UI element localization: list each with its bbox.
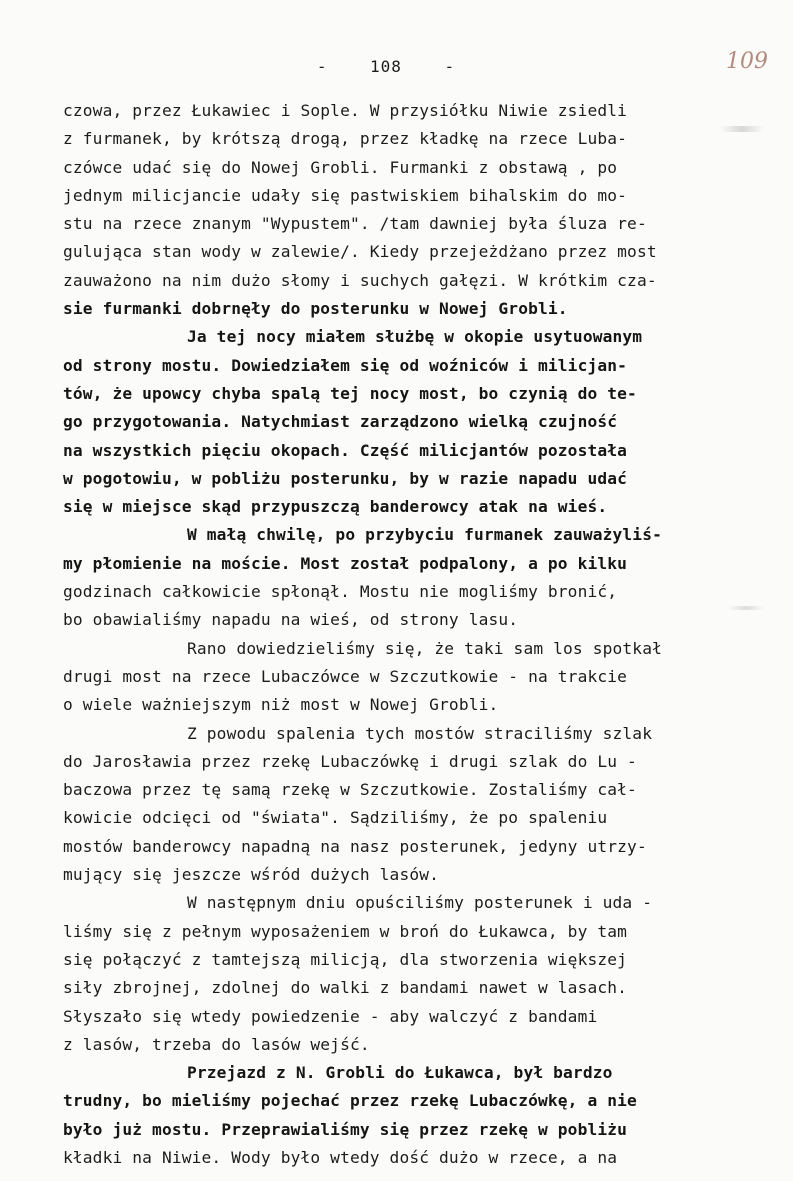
text-line: drugi most na rzece Lubaczówce w Szczutkowie - na trakcie: [63, 666, 628, 686]
typed-text-body: [63, 97, 753, 1172]
text-line: siły zbrojnej, zdolnej do walki z bandami nawet w lasach.: [63, 978, 628, 998]
text-line: zauważono na nim dużo słomy i suchych gałęzi. W krótkim cza-: [63, 270, 657, 290]
handwritten-page-number: 109: [726, 49, 768, 74]
text-line: go przygotowania. Natychmiast zarządzono wielką czujność: [63, 412, 618, 432]
paragraph-start-line: Z powodu spalenia tych mostów straciliśmy szlak: [187, 723, 653, 743]
text-line: z lasów, trzeba do lasów wejść.: [63, 1034, 370, 1054]
text-line: do Jarosławia przez rzekę Lubaczówkę i drugi szlak do Lu -: [63, 751, 637, 771]
text-line: bo obawialiśmy napadu na wieś, od strony lasu.: [63, 610, 519, 630]
paragraph-start-line: W następnym dniu opuściliśmy posterunek i uda -: [187, 893, 653, 913]
text-line: trudny, bo mieliśmy pojechać przez rzekę Lubaczówkę, a nie: [63, 1091, 637, 1111]
text-line: sie furmanki dobrnęły do posterunku w Nowej Grobli.: [63, 299, 568, 319]
text-line: mujący się jeszcze wśród dużych lasów.: [63, 865, 440, 885]
page-header: [0, 49, 793, 81]
text-line: Słyszało się wtedy powiedzenie - aby walczyć z bandami: [63, 1006, 598, 1026]
text-line: mostów banderowcy napadną na nasz posterunek, jedyny utrzy-: [63, 836, 647, 856]
text-line: stu na rzece znanym "Wypustem". /tam dawniej była śluza re-: [63, 214, 647, 234]
text-line: od strony mostu. Dowiedziałem się od woźniców i milicjan-: [63, 355, 628, 375]
text-line: kładki na Niwie. Wody było wtedy dość dużo w rzece, a na: [63, 1147, 618, 1167]
text-line: czowa, przez Łukawiec i Sople. W przysiółku Niwie zsiedli: [63, 101, 628, 120]
text-line: było już mostu. Przeprawialiśmy się przez rzekę w pobliżu: [63, 1119, 628, 1139]
text-line: tów, że upowcy chyba spalą tej nocy most, bo czynią do te-: [63, 383, 637, 403]
text-line: my płomienie na moście. Most został podpalony, a po kilku: [63, 553, 628, 573]
text-line: z furmanek, by krótszą drogą, przez kładkę na rzece Luba-: [63, 129, 628, 149]
text-line: w pogotowiu, w pobliżu posterunku, by w razie napadu udać: [63, 468, 628, 488]
text-line: gulująca stan wody w zalewie/. Kiedy przejeżdżano przez most: [63, 242, 657, 262]
paragraph-start-line: Rano dowiedzieliśmy się, że taki sam los spotkał: [187, 638, 662, 658]
text-line: na wszystkich pięciu okopach. Część milicjantów pozostała: [63, 440, 628, 460]
text-line: liśmy się z pełnym wyposażeniem w broń do Łukawca, by tam: [63, 921, 628, 941]
page-number: - 108 -: [316, 57, 456, 76]
text-line: o wiele ważniejszym niż most w Nowej Grobli.: [63, 695, 499, 715]
text-line: się połączyć z tamtejszą milicją, dla stworzenia większej: [63, 949, 628, 969]
paragraph-start-line: Przejazd z N. Grobli do Łukawca, był bardzo: [187, 1063, 613, 1083]
text-line: jednym milicjancie udały się pastwiskiem bihalskim do mo-: [63, 185, 628, 205]
text-line: czówce udać się do Nowej Grobli. Furmanki z obstawą , po: [63, 157, 618, 177]
text-line: godzinach całkowicie spłonął. Mostu nie mogliśmy bronić,: [63, 582, 618, 602]
paragraph-start-line: W małą chwilę, po przybyciu furmanek zauważyliś-: [187, 525, 662, 545]
text-line: się w miejsce skąd przypuszczą banderowcy atak na wieś.: [63, 497, 608, 517]
text-line: kowicie odcięci od "świata". Sądziliśmy, że po spaleniu: [63, 808, 608, 828]
paragraph-start-line: Ja tej nocy miałem służbę w okopie usytuowanym: [187, 327, 643, 347]
text-line: baczowa przez tę samą rzekę w Szczutkowie. Zostaliśmy cał-: [63, 780, 637, 800]
